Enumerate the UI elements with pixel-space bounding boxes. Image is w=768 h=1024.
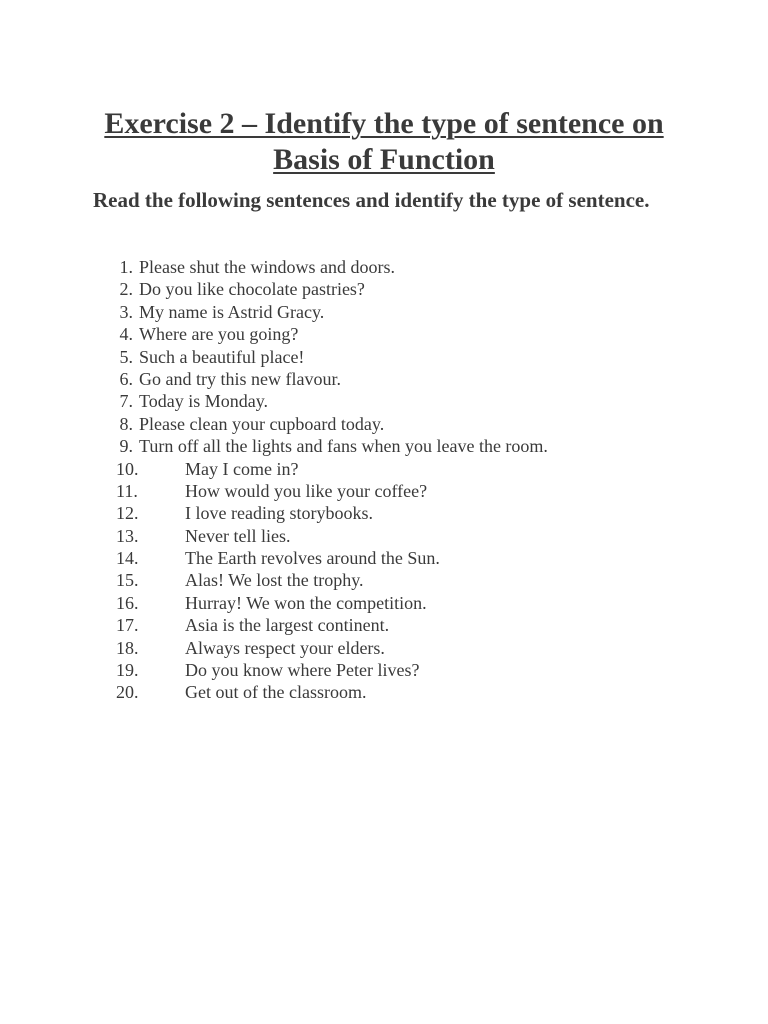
sentence-text: My name is Astrid Gracy. (139, 301, 325, 322)
list-item (93, 502, 693, 524)
sentence-text: Today is Monday. (139, 391, 269, 412)
list-number: 6. (119, 368, 133, 389)
page-title: Exercise 2 – Identify the type of sentence on Basis of Function (104, 107, 664, 176)
sentence-list (93, 256, 693, 704)
list-number: 11. (116, 480, 138, 501)
list-item (93, 480, 693, 502)
instructions: Read the following sentences and identify the type of sentence. (93, 188, 650, 212)
sentence-text: Such a beautiful place! (139, 346, 305, 367)
list-item (93, 458, 693, 480)
sentence-text: The Earth revolves around the Sun. (185, 548, 440, 569)
sentence-text: Asia is the largest continent. (185, 615, 390, 636)
list-number: 8. (119, 413, 133, 434)
list-item (93, 614, 693, 636)
list-item (93, 256, 693, 278)
list-number: 4. (119, 324, 133, 345)
list-item (93, 368, 693, 390)
sentence-text: Please clean your cupboard today. (139, 413, 385, 434)
list-item (93, 301, 693, 323)
list-number: 9. (119, 436, 133, 457)
list-number: 13. (116, 525, 139, 546)
sentence-text: Please shut the windows and doors. (139, 257, 395, 277)
sentence-text: Hurray! We won the competition. (185, 592, 427, 613)
list-item (93, 346, 693, 368)
list-item (93, 659, 693, 681)
list-number: 7. (119, 391, 133, 412)
list-item (93, 435, 693, 457)
sentence-text: Turn off all the lights and fans when you leave the room. (139, 436, 548, 457)
sentence-text: Do you like chocolate pastries? (139, 279, 365, 300)
list-item (93, 547, 693, 569)
list-number: 3. (119, 301, 133, 322)
list-item (93, 525, 693, 547)
list-number: 2. (119, 279, 133, 300)
sentence-text: Alas! We lost the trophy. (185, 570, 364, 591)
list-number: 18. (116, 637, 139, 658)
list-number: 12. (116, 503, 139, 524)
sentence-text: Never tell lies. (185, 525, 291, 546)
list-number: 16. (116, 592, 139, 613)
list-number: 15. (116, 570, 139, 591)
list-item (93, 323, 693, 345)
list-item (93, 390, 693, 412)
list-item (93, 637, 693, 659)
sentence-text: Where are you going? (139, 324, 299, 345)
sentence-text: How would you like your coffee? (185, 480, 428, 501)
list-item (93, 681, 693, 703)
list-number: 20. (116, 682, 139, 703)
sentence-text: Do you know where Peter lives? (185, 660, 420, 681)
sentence-text: May I come in? (185, 458, 299, 479)
sentence-text: Get out of the classroom. (185, 682, 367, 703)
sentence-text: Always respect your elders. (185, 637, 385, 658)
list-number: 17. (116, 615, 139, 636)
sentence-text: Go and try this new flavour. (139, 368, 341, 389)
list-item (93, 413, 693, 435)
list-number: 14. (116, 548, 139, 569)
list-number: 1. (119, 257, 133, 277)
list-number: 10. (116, 458, 139, 479)
list-item (93, 278, 693, 300)
sentence-text: I love reading storybooks. (185, 503, 373, 524)
list-number: 19. (116, 660, 139, 681)
list-number: 5. (119, 346, 133, 367)
list-item (93, 592, 693, 614)
list-item (93, 569, 693, 591)
